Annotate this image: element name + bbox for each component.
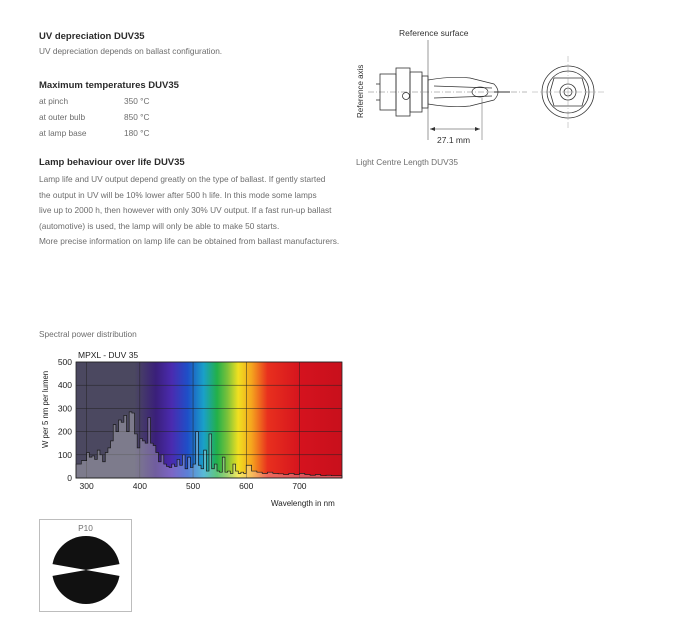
- temps-row: [39, 110, 150, 126]
- temps-label: at pinch: [39, 96, 69, 106]
- y-tick-label: 100: [57, 449, 72, 460]
- uv-title: UV depreciation DUV35: [39, 31, 145, 42]
- life-line: live up to 2000 h, then however with only 30% UV output. If a fast run-up ballast: [39, 205, 332, 215]
- y-tick-label: 500: [57, 357, 72, 367]
- lamp-drawing: [352, 26, 612, 150]
- y-tick-label: 400: [57, 380, 72, 391]
- y-tick-labels: [58, 357, 72, 483]
- dimension-label: 27.1 mm: [437, 135, 471, 145]
- temps-row: [39, 94, 150, 110]
- temps-table: [39, 94, 150, 142]
- y-tick-label: 0: [67, 473, 72, 483]
- temps-label: at lamp base: [39, 128, 87, 138]
- x-tick-label: 500: [185, 481, 201, 491]
- temps-value: 180 °C: [124, 128, 150, 138]
- x-tick-labels: [80, 481, 307, 491]
- life-line: the output in UV will be 10% lower after 500 h life. In this mode some lamps: [39, 189, 317, 200]
- spectral-caption: Spectral power distribution: [39, 329, 137, 339]
- p10-box: [39, 519, 132, 612]
- lamp-end-view: [532, 56, 604, 128]
- plot-area: [76, 362, 342, 478]
- life-paragraph: [39, 172, 339, 250]
- lamp-caption: Light Centre Length DUV35: [356, 157, 458, 167]
- x-axis-label: Wavelength in nm: [271, 499, 335, 508]
- chart-title: MPXL - DUV 35: [78, 350, 139, 360]
- x-tick-label: 600: [239, 481, 254, 491]
- temps-label: at outer bulb: [39, 112, 86, 122]
- p10-polar-diagram: [50, 534, 122, 606]
- life-line: (automotive) is used, the lamp will only be able to make 50 starts.: [39, 220, 280, 231]
- life-line: Lamp life and UV output depend greatly on the type of ballast. If gently started: [39, 174, 326, 184]
- reference-surface-label: Reference surface: [399, 28, 469, 38]
- x-tick-label: 300: [79, 481, 94, 491]
- temps-value: 850 °C: [124, 112, 150, 122]
- y-axis-label: W per 5 nm per lumen: [41, 370, 50, 448]
- y-tick-label: 200: [57, 426, 72, 437]
- temps-row: [39, 126, 150, 142]
- x-tick-label: 400: [132, 481, 147, 491]
- uv-text: UV depreciation depends on ballast configuration.: [39, 46, 223, 56]
- y-tick-label: 300: [57, 403, 72, 414]
- life-title: Lamp behaviour over life DUV35: [39, 157, 185, 168]
- life-line: More precise information on lamp life can be obtained from ballast manufacturers.: [39, 236, 340, 246]
- x-tick-label: 700: [292, 481, 307, 491]
- temps-value: 350 °C: [124, 96, 150, 106]
- reference-axis-label: Reference axis: [356, 64, 365, 118]
- spectral-chart: [36, 348, 346, 514]
- p10-label: P10: [78, 523, 93, 533]
- temps-title: Maximum temperatures DUV35: [39, 80, 179, 91]
